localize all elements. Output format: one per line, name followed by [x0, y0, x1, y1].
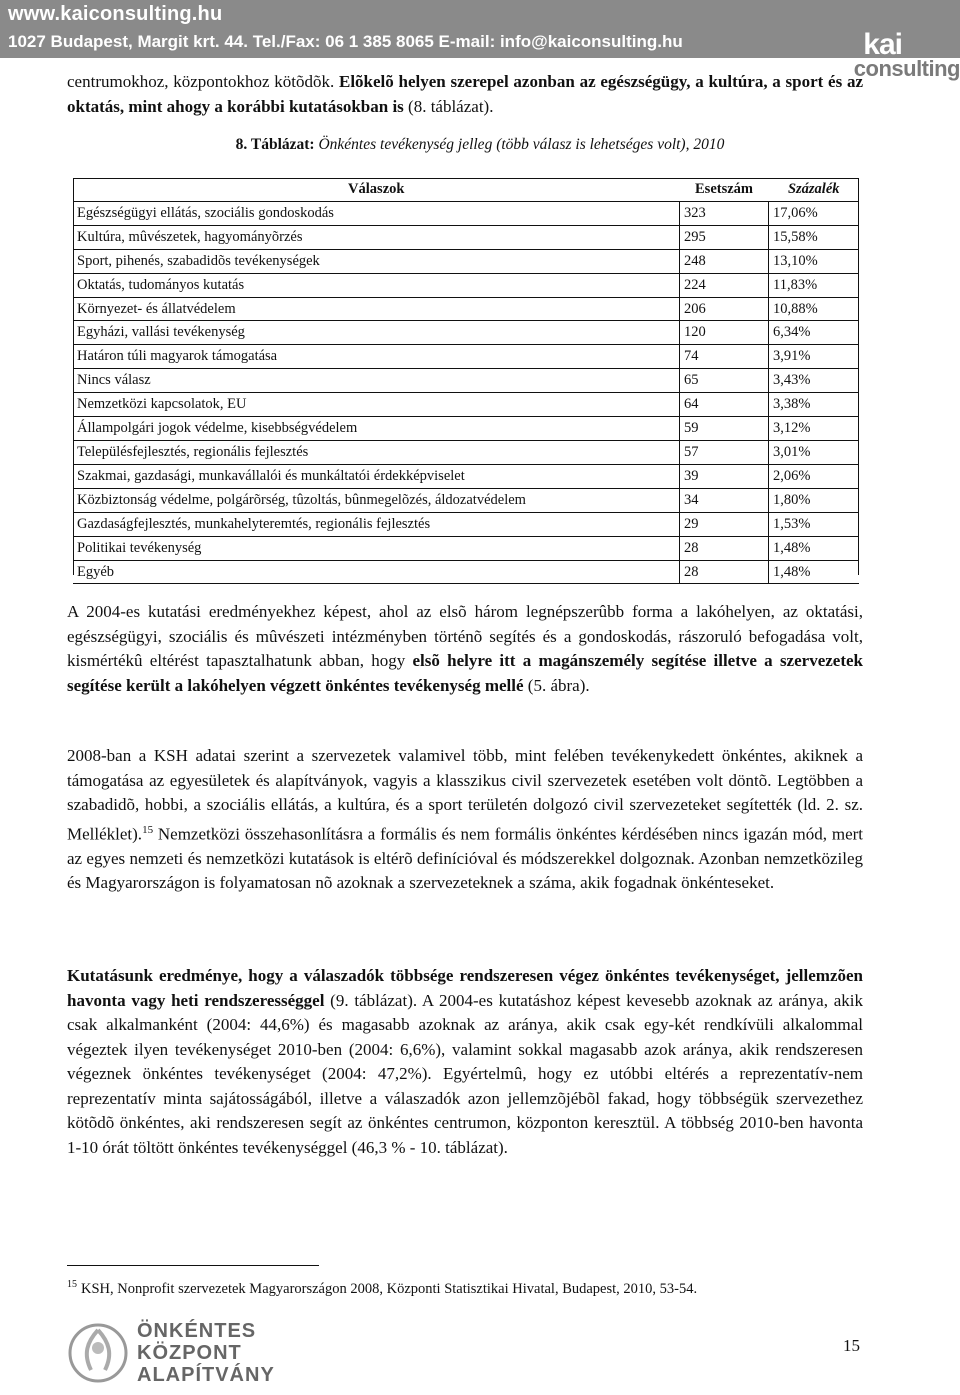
- row-percent: 2,06%: [769, 464, 860, 488]
- table-row: [73, 464, 859, 488]
- row-label: Nemzetközi kapcsolatok, EU: [73, 393, 680, 417]
- row-count: 28: [680, 560, 769, 584]
- row-count: 65: [680, 369, 769, 393]
- footnote: [67, 1275, 697, 1299]
- table-row: [73, 488, 859, 512]
- row-percent: 3,01%: [769, 440, 860, 464]
- para2-text: 2008-ban a KSH adatai szerint a szervezetek valamivel több, mint felében tevékenykedett önkéntes, akiknek a támogatása az egyesületek és alapítványok, vagyis a klasszikus civil szervezetek esetében volt döntõ. Legtöbben a szabadidõ, hobbi, a szociális ellátás, a kultúra, és a sport területén dolgozó civil szervezeteket segítették (ld. 2. sz. Melléklet).: [67, 746, 863, 844]
- table-row: [73, 345, 859, 369]
- row-label: Gazdaságfejlesztés, munkahelyteremtés, regionális fejlesztés: [73, 512, 680, 536]
- row-percent: 3,38%: [769, 393, 860, 417]
- para1-text: A 2004-es kutatási eredményekhez képest, ahol az elsõ három legnépszerûbb forma a lakóhelyen, az oktatási, egészségügyi, szociális és mûvészeti intézményben történõ segítés és a gondoskodás, rászoruló befogadása volt, kismértékû eltérést tapasztalhatunk abban, hogy: [67, 602, 863, 670]
- row-label: Oktatás, tudományos kutatás: [73, 273, 680, 297]
- page-number: 15: [843, 1336, 860, 1355]
- table-row: [73, 297, 859, 321]
- row-label: Állampolgári jogok védelme, kisebbségvédelem: [73, 417, 680, 441]
- foundation-name-line3: ALAPÍTVÁNY: [137, 1364, 275, 1386]
- row-label: Egyéb: [73, 560, 680, 584]
- paragraph-ksh-2008: [67, 744, 863, 896]
- row-count: 59: [680, 417, 769, 441]
- row-label: Határon túli magyarok támogatása: [73, 345, 680, 369]
- para2-text-end: Nemzetközi összehasonlításra a formális és nem formális önkéntes kérdésében nincs igazán mód, mert az egyes nemzeti és nemzetközi kutatások is eltérõ definícióval és módszerekkel dolgoznak. Azonban nemzetközileg és Magyarországon is folyamatosan nõ azoknak a szervezeteknek a száma, akik fogadnak önkénteseket.: [67, 824, 863, 893]
- logo-kai: kai: [863, 28, 902, 61]
- row-label: Egészségügyi ellátás, szociális gondoskodás: [73, 201, 680, 225]
- row-label: Nincs válasz: [73, 369, 680, 393]
- row-label: Környezet- és állatvédelem: [73, 297, 680, 321]
- paragraph-2004-comparison: [67, 600, 863, 698]
- row-count: 120: [680, 321, 769, 345]
- header-website: www.kaiconsulting.hu: [8, 3, 223, 25]
- table-body: [73, 201, 859, 584]
- row-percent: 1,48%: [769, 536, 860, 560]
- table-row: [73, 560, 859, 584]
- paragraph-research-results: [67, 964, 863, 1160]
- row-percent: 3,91%: [769, 345, 860, 369]
- row-count: 224: [680, 273, 769, 297]
- row-count: 34: [680, 488, 769, 512]
- header-contact: 1027 Budapest, Margit krt. 44. Tel./Fax: 06 1 385 8065 E-mail: info@kaiconsulting.hu: [8, 32, 683, 51]
- table-row: [73, 225, 859, 249]
- page-header: [0, 0, 960, 58]
- footnote-number: 15: [67, 1279, 77, 1290]
- para3-bold: Kutatásunk eredménye, hogy a válaszadók többsége rendszeresen végez önkéntes tevékenységet, jellemzõen havonta vagy heti rendszerességgel: [67, 966, 863, 1010]
- row-count: 206: [680, 297, 769, 321]
- footnote-divider: [67, 1265, 319, 1266]
- table-caption-label: 8. Táblázat:: [235, 136, 315, 153]
- table-header-row: [73, 178, 859, 201]
- row-percent: 1,53%: [769, 512, 860, 536]
- onkentes-kozpont-logo: [67, 1318, 275, 1390]
- row-label: Közbiztonság védelme, polgárõrség, tûzoltás, bûnmegelõzés, áldozatvédelem: [73, 488, 680, 512]
- row-count: 323: [680, 201, 769, 225]
- row-count: 295: [680, 225, 769, 249]
- table-row: [73, 440, 859, 464]
- kai-consulting-logo: [850, 26, 960, 82]
- table-row: [73, 273, 859, 297]
- row-label: Kultúra, mûvészetek, hagyományõrzés: [73, 225, 680, 249]
- row-percent: 3,43%: [769, 369, 860, 393]
- table-row: [73, 536, 859, 560]
- intro-text: centrumokhoz, központokhoz kötõdõk.: [67, 72, 339, 91]
- row-percent: 1,48%: [769, 560, 860, 584]
- row-label: Egyházi, vallási tevékenység: [73, 321, 680, 345]
- table-row: [73, 369, 859, 393]
- table-row: [73, 393, 859, 417]
- row-percent: 10,88%: [769, 297, 860, 321]
- row-percent: 1,80%: [769, 488, 860, 512]
- table-border-top: [73, 178, 859, 179]
- logo-consulting: consulting: [853, 56, 960, 81]
- table-row: [73, 417, 859, 441]
- para3-text: (9. táblázat). A 2004-es kutatáshoz képest kevesebb azoknak az aránya, akik csak alkalmanként (2004: 44,6%) és magasabb azoknak az aránya, akik csak egy-két rendkívüli alkalommal végeztek ilyen tevékenységet 2010-ben (2004: 6,6%), valamint sokkal magasabb azok aránya, akik rendszeresen végeznek önkéntes tevékenységet (2004: 47,2%). Egyértelmû, hogy ez utóbbi eltérés a reprezentatív-nem reprezentatív minta sajátosságából, illetve a válaszadók azon jellemzõjébõl fakad, hogy többségük szervezethez kötõdõ önkéntes, aki rendszeresen segít az önkéntes centrumon, központon keresztül. A többség 2010-ben havonta 1-10 órát töltött önkéntes tevékenységgel (46,3 % - 10. táblázat).: [67, 990, 863, 1157]
- row-percent: 3,12%: [769, 417, 860, 441]
- row-percent: 11,83%: [769, 273, 860, 297]
- table-row: [73, 201, 859, 225]
- row-count: 74: [680, 345, 769, 369]
- row-percent: 13,10%: [769, 249, 860, 273]
- para1-bold: elsõ helyre itt a magánszemély segítése illetve a szervezetek segítése került a lakóhelyen végzett önkéntes tevékenység mellé: [67, 651, 863, 695]
- foundation-name-line1: ÖNKÉNTES: [137, 1320, 257, 1342]
- footnote-reference: 15: [142, 823, 154, 836]
- row-percent: 6,34%: [769, 321, 860, 345]
- intro-paragraph: [67, 70, 863, 119]
- row-count: 57: [680, 440, 769, 464]
- row-label: Politikai tevékenység: [73, 536, 680, 560]
- row-count: 28: [680, 536, 769, 560]
- table-border-right: [858, 178, 859, 575]
- table-row: [73, 249, 859, 273]
- volunteer-activity-table: [73, 178, 859, 584]
- table-row: [73, 512, 859, 536]
- row-label: Településfejlesztés, regionális fejlesztés: [73, 440, 680, 464]
- row-count: 64: [680, 393, 769, 417]
- row-label: Szakmai, gazdasági, munkavállalói és munkáltatói érdekképviselet: [73, 464, 680, 488]
- header-responses: Válaszok: [348, 181, 405, 197]
- table-caption: [0, 136, 960, 154]
- row-count: 39: [680, 464, 769, 488]
- row-count: 248: [680, 249, 769, 273]
- para1-text-end: (5. ábra).: [523, 675, 590, 695]
- row-percent: 17,06%: [769, 201, 860, 225]
- header-count: Esetszám: [695, 181, 753, 197]
- header-percent: Százalék: [787, 181, 840, 197]
- foundation-emblem-icon: [67, 1320, 129, 1386]
- row-label: Sport, pihenés, szabadidõs tevékenységek: [73, 249, 680, 273]
- table-caption-text: Önkéntes tevékenység jelleg (több válasz is lehetséges volt), 2010: [314, 136, 725, 153]
- intro-text-end: (8. táblázat).: [403, 96, 494, 116]
- foundation-name-line2: KÖZPONT: [137, 1342, 242, 1364]
- foundation-name: [137, 1320, 275, 1386]
- table-row: [73, 321, 859, 345]
- table-border-left: [73, 178, 74, 575]
- row-percent: 15,58%: [769, 225, 860, 249]
- footnote-text: KSH, Nonprofit szervezetek Magyarországon 2008, Központi Statisztikai Hivatal, Budapest, 2010, 53-54.: [81, 1280, 698, 1297]
- row-count: 29: [680, 512, 769, 536]
- intro-bold: Elõkelõ helyen szerepel azonban az egészségügy, a kultúra, a sport és az oktatás, mint ahogy a korábbi kutatásokban is: [67, 72, 863, 116]
